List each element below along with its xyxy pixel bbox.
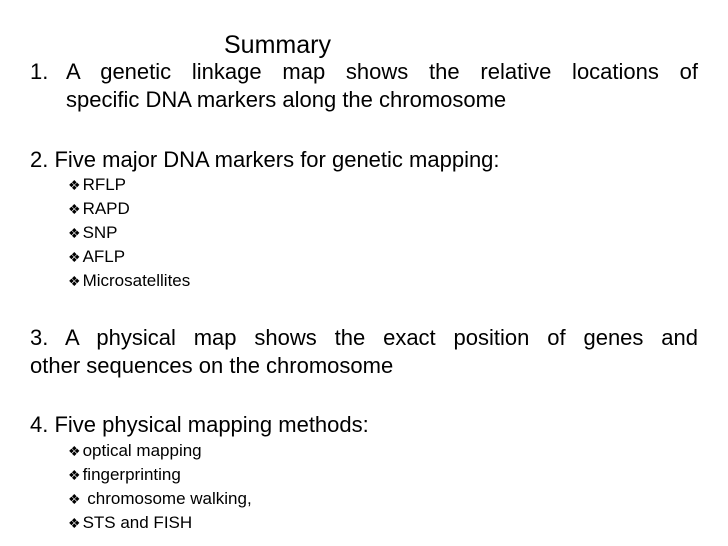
method-item [68, 439, 202, 463]
slide-title: Summary [224, 31, 331, 59]
method-item [68, 487, 252, 511]
marker-label: Microsatellites [82, 271, 191, 290]
marker-label: SNP [82, 223, 118, 242]
item-3-number: 3. [30, 325, 49, 350]
marker-item [68, 173, 126, 197]
diamond-bullet-icon: ❖ [68, 515, 81, 531]
diamond-bullet-icon: ❖ [68, 249, 81, 265]
item-3-text: A physical map shows the exact position of genes and [65, 325, 698, 350]
marker-label: AFLP [82, 247, 126, 266]
diamond-bullet-icon: ❖ [68, 467, 81, 483]
item-1-number: 1. [30, 59, 49, 84]
item-2-number: 2. [30, 147, 49, 172]
method-label: optical mapping [82, 441, 202, 460]
diamond-bullet-icon: ❖ [68, 201, 81, 217]
item-1-line-2: specific DNA markers along the chromosome [66, 87, 507, 112]
diamond-bullet-icon: ❖ [68, 273, 81, 289]
item-4-heading [30, 411, 369, 439]
item-1-line-1: A genetic linkage map shows the relative locations of [66, 59, 698, 84]
marker-item [68, 221, 118, 245]
marker-item [68, 245, 125, 269]
item-2-heading [30, 146, 500, 174]
item-4-number: 4. [30, 412, 49, 437]
method-label: chromosome walking, [82, 489, 252, 508]
method-label: STS and FISH [82, 513, 193, 532]
item-3-line-2: other sequences on the chromosome [30, 353, 394, 378]
item-4-text: Five physical mapping methods: [54, 412, 369, 437]
marker-item [68, 197, 130, 221]
diamond-bullet-icon: ❖ [68, 443, 81, 459]
marker-item [68, 269, 190, 293]
diamond-bullet-icon: ❖ [68, 491, 81, 507]
marker-label: RAPD [82, 199, 130, 218]
item-3-line-1 [30, 324, 698, 352]
method-label: fingerprinting [82, 465, 181, 484]
diamond-bullet-icon: ❖ [68, 225, 81, 241]
method-item [68, 463, 181, 487]
item-2-text: Five major DNA markers for genetic mapping: [54, 147, 500, 172]
marker-label: RFLP [82, 175, 127, 194]
method-item [68, 511, 192, 535]
diamond-bullet-icon: ❖ [68, 177, 81, 193]
